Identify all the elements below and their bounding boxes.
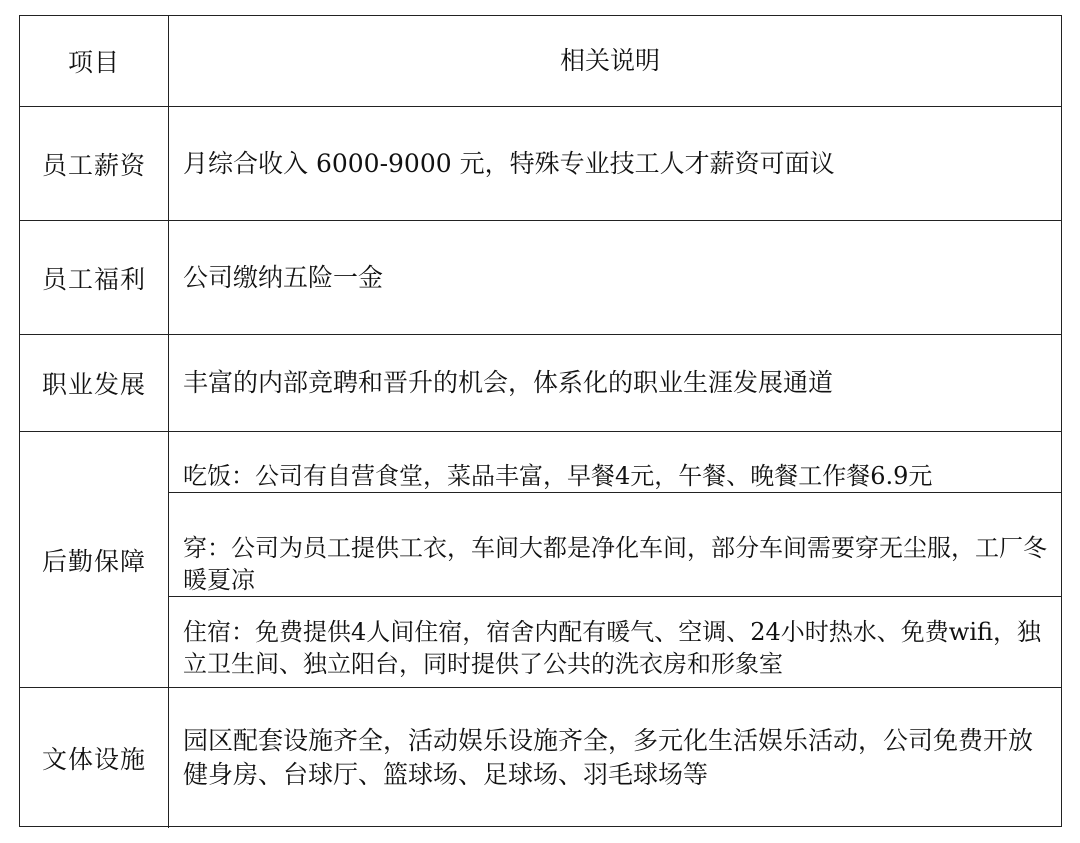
row-label-salary xyxy=(20,107,169,221)
row-desc-logistics xyxy=(169,432,1061,688)
row-label-text: 职业发展 xyxy=(41,370,146,399)
header-desc-cell xyxy=(169,16,1061,107)
benefits-table xyxy=(19,15,1062,827)
logistics-clothing xyxy=(169,532,1061,597)
row-label-career xyxy=(20,335,169,432)
row-desc-salary xyxy=(169,107,1061,221)
row-desc-text: 丰富的内部竞聘和晋升的机会，体系化的职业生涯发展通道 xyxy=(183,368,834,397)
row-label-logistics xyxy=(20,432,169,688)
row-desc-welfare xyxy=(169,221,1061,335)
row-desc-facilities xyxy=(169,688,1061,828)
sub-desc-text: 吃饭：公司有自营食堂，菜品丰富，早餐4元，午餐、晚餐工作餐6.9元 xyxy=(183,461,933,490)
row-label-text: 员工福利 xyxy=(41,264,146,294)
row-desc-text: 月综合收入 6000-9000 元，特殊专业技工人才薪资可面议 xyxy=(183,148,835,178)
row-label-facilities xyxy=(20,688,169,828)
row-label-text: 后勤保障 xyxy=(41,546,146,576)
row-desc-career xyxy=(169,335,1061,432)
row-desc-text: 园区配套设施齐全，活动娱乐设施齐全，多元化生活娱乐活动，公司免费开放健身房、台球厅、篮球场、足球场、羽毛球场等 xyxy=(183,726,1034,789)
header-item-label: 项目 xyxy=(67,48,120,77)
sub-desc-text: 穿：公司为员工提供工衣，车间大都是净化车间，部分车间需要穿无尘服，工厂冬暖夏凉 xyxy=(183,533,1047,594)
header-item-cell xyxy=(20,16,169,107)
row-label-text: 文体设施 xyxy=(41,745,146,774)
logistics-meals xyxy=(169,460,1061,493)
logistics-housing xyxy=(169,616,1061,680)
row-label-text: 员工薪资 xyxy=(41,150,146,180)
header-desc-label: 相关说明 xyxy=(559,46,660,75)
row-desc-text: 公司缴纳五险一金 xyxy=(183,262,384,292)
sub-desc-text: 住宿：免费提供4人间住宿，宿舍内配有暖气、空调、24小时热水、免费wifi，独立卫生间、独立阳台，同时提供了公共的洗衣房和形象室 xyxy=(183,617,1042,678)
row-label-welfare xyxy=(20,221,169,335)
